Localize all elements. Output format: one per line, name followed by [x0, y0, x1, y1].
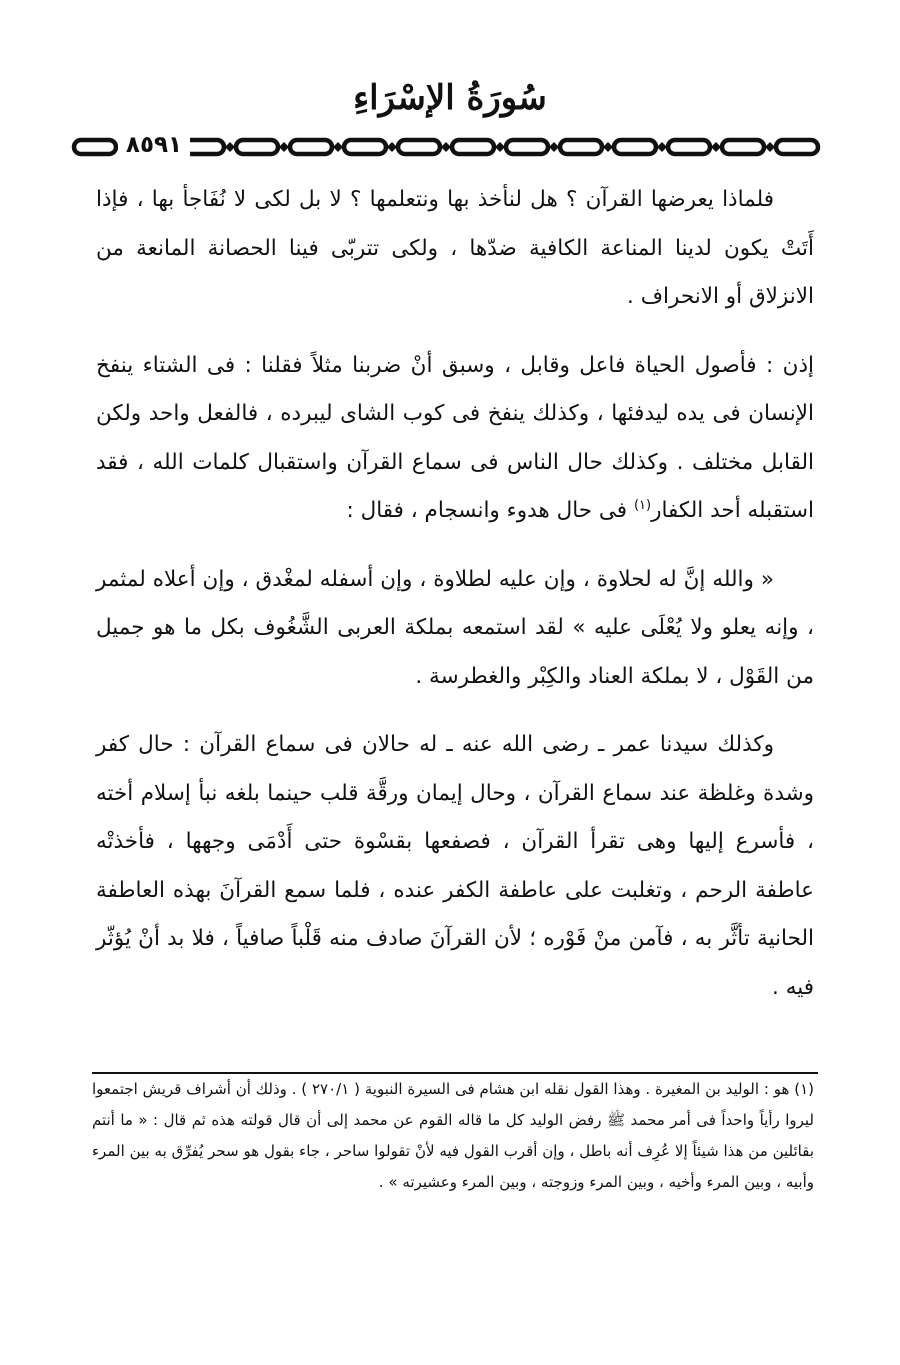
- ornament-diamond: [711, 142, 721, 152]
- paragraph: [96, 342, 814, 536]
- ornament-diamond: [657, 142, 667, 152]
- ornament-diamond: [441, 142, 451, 152]
- ornament-diamond: [765, 142, 775, 152]
- ornament-link: [344, 140, 386, 154]
- ornament-link: [290, 140, 332, 154]
- page-number: ٨٥٩١: [118, 129, 190, 161]
- footnote-marker[interactable]: (١): [633, 497, 652, 513]
- paragraph: « والله إنَّ له لحلاوة ، وإن عليه لطلاوة ، وإن أسفله لمغْدق ، وإن أعلاه لمثمر ، وإنه يعلو ولا يُعْلَى عليه » لقد استمعه بملكة العربى الشَّغُوف بكل ما هو جميل من القَوْل ، لا بملكة العناد والكِبْر والغطرسة .: [96, 566, 814, 689]
- ornament-link: [722, 140, 764, 154]
- paragraph-text: فى حال هدوء وانسجام ، فقال :: [346, 498, 628, 523]
- paragraph: فلماذا يعرضها القرآن ؟ هل لنأخذ بها ونتعلمها ؟ لا بل لكى لا نُفَاجأ بها ، فإذا أَتَتْ يكون لدينا المناعة الكافية ضدّها ، ولكى تتربّى فينا الحصانة المانعة من الانزلاق أو الانحراف .: [96, 187, 814, 309]
- ornament-diamond: [495, 142, 505, 152]
- ornament-link: [560, 140, 602, 154]
- ornament-link: [776, 140, 818, 154]
- ornament-link: [506, 140, 548, 154]
- main-text: [96, 176, 814, 1032]
- ornament-diamond: [387, 142, 397, 152]
- ornament-link: [614, 140, 656, 154]
- ornament-diamond: [603, 142, 613, 152]
- ornament-diamond: [549, 142, 559, 152]
- paragraph-text: إذن : فأصول الحياة فاعل وقابل ، وسبق أنْ ضربنا مثلاً فقلنا : فى الشتاء ينفخ الإنسان فى يده ليدفئها ، وكذلك ينفخ فى كوب الشاى ليبرده ، فالفعل واحد ولكن القابل مختلف . وكذلك حال الناس فى سماع القرآن واستقبال كلمات الله ، فقد استقبله أحد الكفار: [96, 352, 814, 523]
- ornament-diamond: [333, 142, 343, 152]
- ornament-diamond: [225, 142, 235, 152]
- ornament-link: [452, 140, 494, 154]
- footnotes: [92, 1074, 814, 1198]
- footnote: (١) هو : الوليد بن المغيرة . وهذا القول نقله ابن هشام فى السيرة النبوية ( ٢٧٠/١ ) . وذلك أن أشراف قريش اجتمعوا ليروا رأياً واحداً فى أمر محمد ﷺ رفض الوليد كل ما قاله القوم عن محمد إلى أن قال قولته هذه ثم قال : « ما أنتم بقائلين من هذا شيئاً إلا عُرِف أنه باطل ، وإن أقرب القول فيه لأنْ تقولوا ساحر ، جاء بقول هو سحر يُفرِّق به بين المرء وأبيه ، وبين المرء وأخيه ، وبين المرء وزوجته ، وبين المرء وعشيرته » .: [92, 1080, 814, 1191]
- ornament-diamond: [279, 142, 289, 152]
- ornament-link: [74, 140, 116, 154]
- ornament-link: [668, 140, 710, 154]
- ornament-link: [398, 140, 440, 154]
- paragraph: وكذلك سيدنا عمر ـ رضى الله عنه ـ له حالان فى سماع القرآن : حال كفر وشدة وغلظة عند سماع القرآن ، وحال إيمان ورقَّة قلب حينما بلغه نبأ إسلام أخته ، فأسرع إليها وهى تقرأ القرآن ، فصفعها بقسْوة حتى أَدْمَى وجهها ، فأخذتْه عاطفة الرحم ، وتغلبت على عاطفة الكفر عنده ، فلما سمع القرآنَ بهذه العاطفة الحانية تأثَّر به ، فآمن منْ فَوْره ؛ لأن القرآنَ صادف منه قَلْباً صافياً ، فلا بد أنْ يُؤثّر فيه .: [96, 732, 814, 1000]
- surah-title: سُورَةُ الإسْرَاءِ: [353, 78, 547, 118]
- ornament-link: [236, 140, 278, 154]
